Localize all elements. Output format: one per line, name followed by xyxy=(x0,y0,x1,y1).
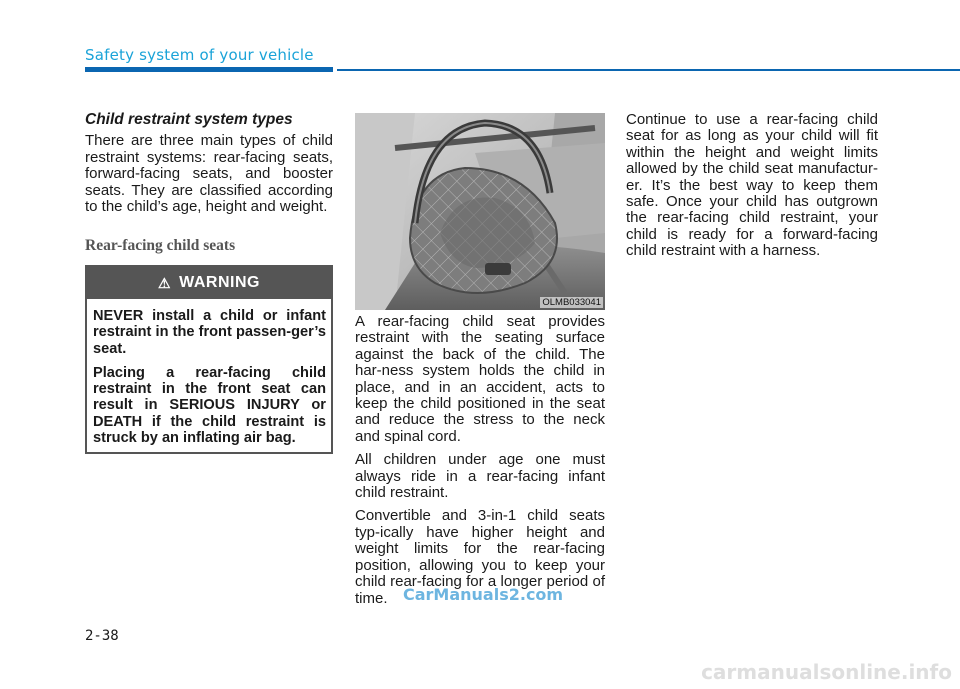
figure-code: OLMB033041 xyxy=(542,297,601,308)
warning-paragraph-1: NEVER install a child or infant restraint in the front passen-ger’s seat. xyxy=(93,308,326,357)
warning-triangle-icon: ⚠ xyxy=(158,274,172,291)
warning-label: WARNING xyxy=(179,274,260,291)
middle-paragraph-3: Convertible and 3-in-1 child seats typ-ically have higher height and weight limits for the rear-facing position, allowing you to keep your child rear-facing for a longer period of time. xyxy=(355,507,605,607)
right-paragraph-1: Continue to use a rear-facing child seat for as long as your child will fit within the height and weight limits allowed by the child seat manufactur-er. It’s the best way to keep them safe. Once your child has outgrown the rear-facing child restraint, your child is ready for a forward-facing child restraint with a harness. xyxy=(626,111,878,260)
warning-paragraph-2: Placing a rear-facing child restraint in the front seat can result in SERIOUS INJURY or DEATH if the child restraint is struck by an inflating air bag. xyxy=(93,364,326,447)
heading-child-restraint-types: Child restraint system types xyxy=(85,111,293,128)
header-bar-thin xyxy=(337,69,960,71)
column-left xyxy=(85,112,333,255)
intro-paragraph: There are three main types of child restraint systems: rear-facing seats, forward-facing seats, and booster seats. They are classified according to the child’s age, height and weight. xyxy=(85,132,333,216)
column-middle xyxy=(355,314,605,614)
rear-facing-seat-image xyxy=(355,113,605,310)
watermark-carmanuals2[interactable]: CarManuals2.com xyxy=(403,585,564,604)
child-seat-illustration xyxy=(355,113,605,310)
header-bar-thick xyxy=(85,67,333,72)
middle-paragraph-1: A rear-facing child seat provides restraint with the seating surface against the back of the child. The har-ness system holds the child in place, and in an accident, acts to keep the child positioned in the seat and reduce the stress to the neck and spinal cord. xyxy=(355,313,605,445)
watermark-carmanualsonline[interactable]: carmanualsonline.info xyxy=(701,660,952,684)
subheading-rear-facing: Rear-facing child seats xyxy=(85,237,236,255)
middle-paragraph-2: All children under age one must always ride in a rear-facing infant child restraint. xyxy=(355,451,605,502)
warning-header xyxy=(87,267,331,299)
column-right xyxy=(626,112,878,267)
warning-body xyxy=(87,299,331,446)
section-title: Safety system of your vehicle xyxy=(85,46,314,64)
warning-box xyxy=(85,265,333,454)
page-number: 2-38 xyxy=(85,628,119,644)
